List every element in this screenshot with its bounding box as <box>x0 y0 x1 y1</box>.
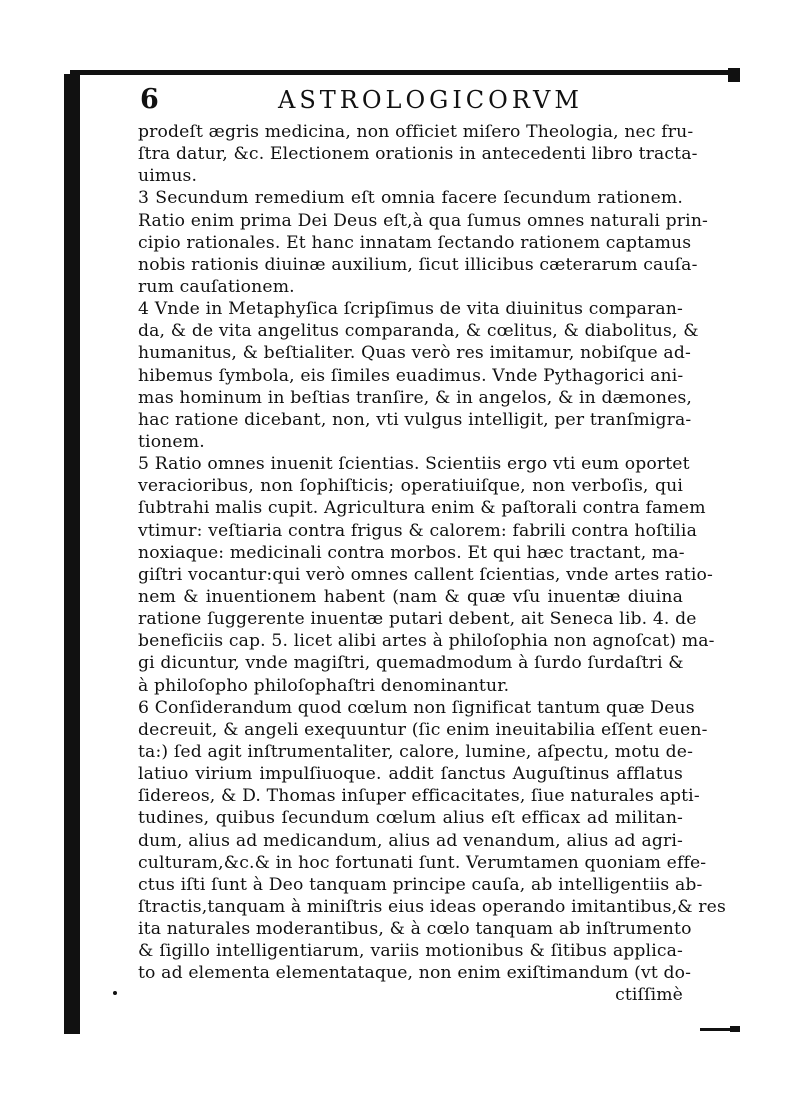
text-line: veracioribus, non ſophiſticis; operatiuiſque, non verboſis, qui <box>138 476 683 497</box>
text-line: ſubtrahi malis cupit. Agricultura enim & paſtorali contra famem <box>138 498 706 519</box>
text-line: tionem. <box>138 431 205 452</box>
text-line: ſtractis,tanquam à miniſtris eius ideas operando imitantibus,& res <box>138 896 726 917</box>
running-head: ASTROLOGICORVM <box>278 86 583 114</box>
page-header <box>140 84 680 118</box>
text-line: dum, alius ad medicandum, alius ad venandum, alius ad agri- <box>138 830 683 851</box>
text-line: & ſigillo intelligentiarum, variis motionibus & ſitibus applica- <box>138 941 683 962</box>
text-line: giſtri vocantur:qui verò omnes callent ſcientias, vnde artes ratio- <box>138 564 713 585</box>
text-line: noxiaque: medicinali contra morbos. Et qui hæc tractant, ma- <box>138 542 685 563</box>
text-line: decreuit, & angeli exequuntur (ſic enim ineuitabilia eſſent euen- <box>138 719 708 740</box>
text-line: ita naturales moderantibus, & à cœlo tanquam ab inſtrumento <box>138 919 692 940</box>
text-line: Ratio enim prima Dei Deus eſt,à qua ſumus omnes naturali prin- <box>138 210 708 231</box>
text-line: cipio rationales. Et hanc innatam ſectando rationem captamus <box>138 232 692 253</box>
body-text <box>138 121 726 1007</box>
text-line: uimus. <box>138 166 198 187</box>
text-line: ſtra datur, &c. Electionem orationis in antecedenti libro tracta- <box>138 144 698 165</box>
text-line: to ad elementa elementataque, non enim exiſtimandum (vt do- <box>138 963 692 984</box>
text-line: à philoſopho philoſophaſtri denominantur. <box>138 675 510 696</box>
text-line: ta:) ſed agit inſtrumentaliter, calore, lumine, aſpectu, motu de- <box>138 741 694 762</box>
text-line: mas hominum in beſtias tranſire, & in angelos, & in dæmones, <box>138 387 693 408</box>
ink-speck <box>113 991 117 995</box>
top-rule-end <box>728 68 740 82</box>
text-line: 4 Vnde in Metaphyſica ſcripſimus de vita diuinitus comparan- <box>138 299 683 320</box>
page-gutter-shadow <box>64 74 80 1034</box>
text-line: nobis rationis diuinæ auxilium, ſicut illicibus cæterarum cauſa- <box>138 254 698 275</box>
text-line: 6 Conſiderandum quod cœlum non ſignificat tantum quæ Deus <box>138 697 695 718</box>
text-line: ctus iſti ſunt à Deo tanquam principe cauſa, ab intelligentiis ab- <box>138 874 703 895</box>
text-line: da, & de vita angelitus comparanda, & cœlitus, & diabolitus, & <box>138 321 699 342</box>
top-rule <box>70 70 738 75</box>
text-line: 3 Secundum remedium eſt omnia facere ſecundum rationem. <box>138 188 683 209</box>
bottom-rule-end <box>730 1026 740 1032</box>
text-line: hibemus ſymbola, eis ſimiles euadimus. Vnde Pythagorici ani- <box>138 365 684 386</box>
text-line: nem & inuentionem habent (nam & quæ vſu inuentæ diuina <box>138 586 683 607</box>
text-line: culturam,&c.& in hoc fortunati ſunt. Verumtamen quoniam effe- <box>138 852 707 873</box>
text-line: prodeſt ægris medicina, non officiet miſero Theologia, nec fru- <box>138 122 694 142</box>
text-line: vtimur: veſtiaria contra frigus & calorem: fabrili contra hoſtilia <box>138 520 697 541</box>
text-line: 5 Ratio omnes inuenit ſcientias. Scientiis ergo vti eum oportet <box>138 454 690 475</box>
text-line: ratione ſuggerente inuentæ putari debent, ait Seneca lib. 4. de <box>138 609 697 630</box>
text-line: humanitus, & beſtialiter. Quas verò res imitamur, nobiſque ad- <box>138 343 691 364</box>
text-line: tudines, quibus ſecundum cœlum alius eſt efficax ad militan- <box>138 808 683 829</box>
page-number: 6 <box>140 84 160 115</box>
text-line: gi dicuntur, vnde magiſtri, quemadmodum à ſurdo ſurdaſtri & <box>138 653 684 674</box>
text-line: hac ratione dicebant, non, vti vulgus intelligit, per tranſmigra- <box>138 409 692 430</box>
text-line: rum cauſationem. <box>138 276 295 297</box>
text-line: latiuo virium impulſiuoque. addit ſanctus Auguſtinus afflatus <box>138 764 683 785</box>
text-line: ſidereos, & D. Thomas inſuper efficacitates, ſiue naturales apti- <box>138 786 700 807</box>
text-line: ctiſſimè <box>615 985 683 1006</box>
text-line: beneficiis cap. 5. licet alibi artes à philoſophia non agnoſcat) ma- <box>138 631 715 652</box>
